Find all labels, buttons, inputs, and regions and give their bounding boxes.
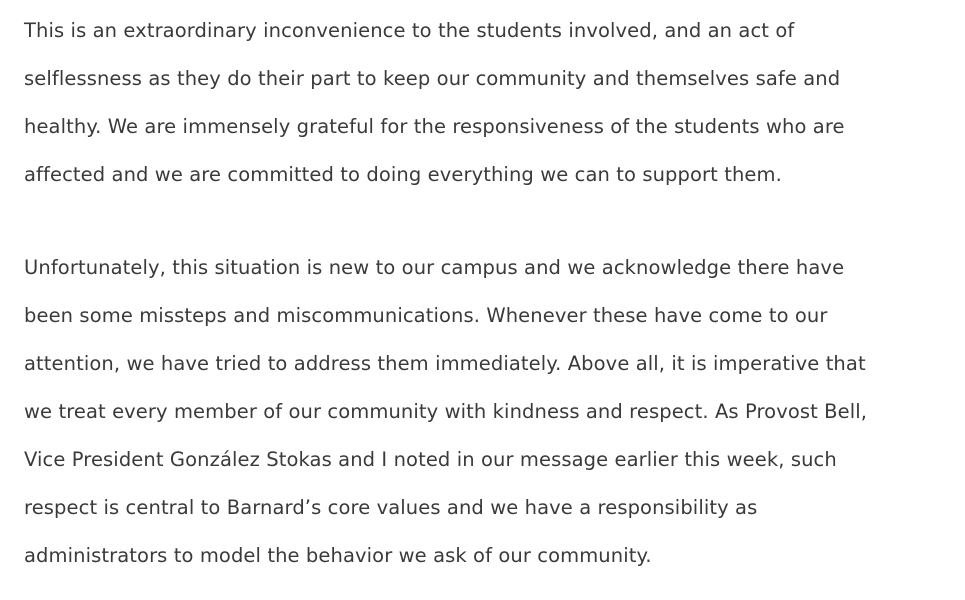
paragraph-line: respect is central to Barnard’s core values and we have a responsibility as: [24, 496, 758, 519]
paragraph-line: selflessness as they do their part to keep our community and themselves safe and: [24, 67, 841, 90]
paragraph: [24, 244, 867, 580]
paragraph-line: affected and we are committed to doing everything we can to support them.: [24, 163, 782, 186]
paragraph-line: been some missteps and miscommunications. Whenever these have come to our: [24, 304, 828, 327]
paragraph-line: Vice President González Stokas and I noted in our message earlier this week, such: [24, 448, 837, 471]
paragraph-line: attention, we have tried to address them immediately. Above all, it is imperative that: [24, 352, 866, 375]
paragraph-line: Unfortunately, this situation is new to our campus and we acknowledge there have: [24, 256, 845, 279]
paragraph-line: healthy. We are immensely grateful for the responsiveness of the students who are: [24, 115, 845, 138]
paragraph: [24, 7, 845, 199]
paragraph-line: we treat every member of our community with kindness and respect. As Provost Bell,: [24, 400, 868, 423]
paragraph-line: This is an extraordinary inconvenience to the students involved, and an act of: [24, 19, 795, 42]
paragraph-line: administrators to model the behavior we ask of our community.: [24, 544, 652, 567]
